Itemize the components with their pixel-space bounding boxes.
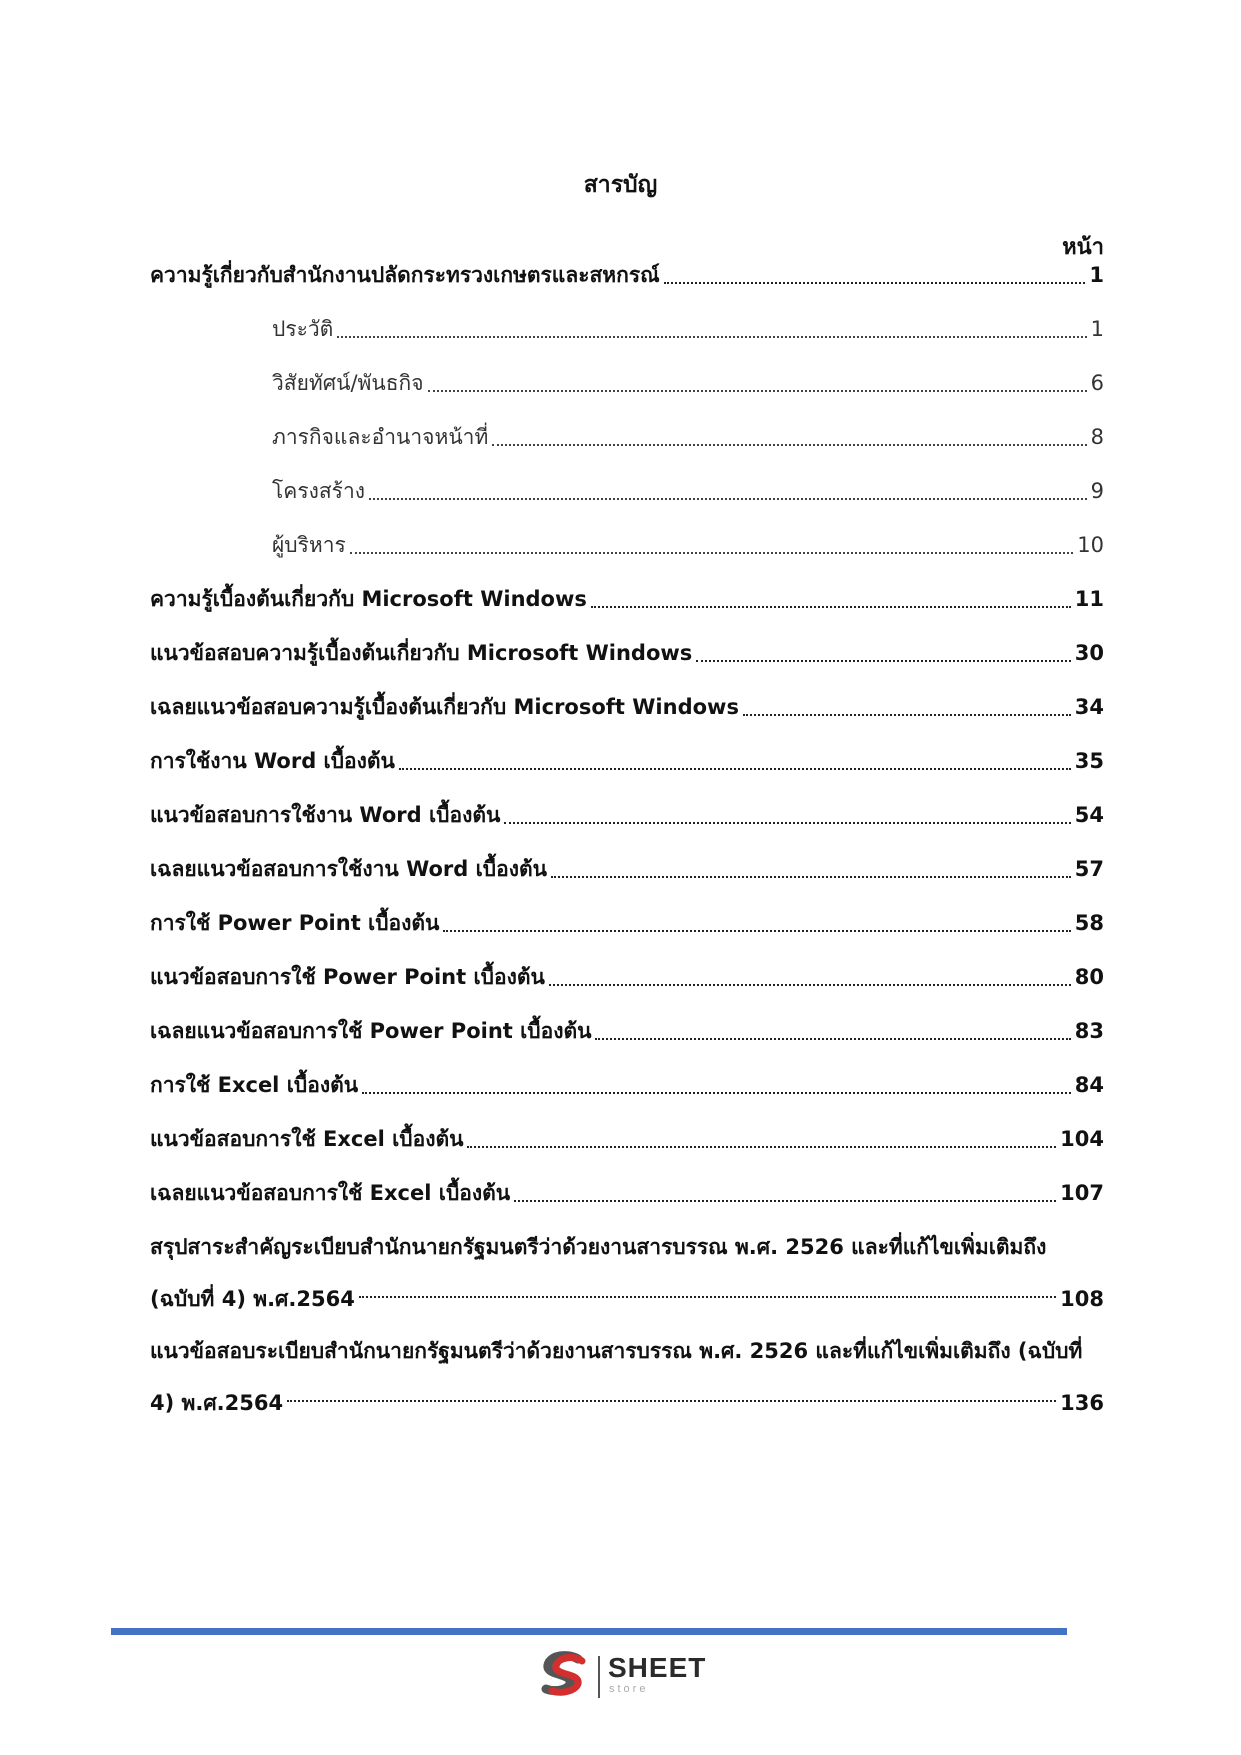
toc-page-number: 84 <box>1074 1073 1104 1097</box>
toc-entry[interactable] <box>150 258 1104 292</box>
toc-entry-text: แนวข้อสอบการใช้ Excel เบื้องต้น <box>150 1127 464 1151</box>
toc-entry-text: ภารกิจและอำนาจหน้าที่ <box>272 425 489 449</box>
dot-leader <box>350 552 1073 554</box>
toc-entry-text: การใช้ Power Point เบื้องต้น <box>150 911 440 935</box>
toc-entry-text: ผู้บริหาร <box>272 533 346 557</box>
toc-entry-text: โครงสร้าง <box>272 479 366 503</box>
dot-leader <box>595 1038 1070 1040</box>
toc-entry[interactable] <box>272 528 1104 562</box>
toc-entry[interactable] <box>150 582 1104 616</box>
toc-entry-text: ความรู้เบื้องต้นเกี่ยวกับ Microsoft Windows <box>150 587 587 611</box>
dot-leader <box>428 390 1087 392</box>
toc-entry[interactable] <box>150 1014 1104 1048</box>
dot-leader <box>504 822 1070 824</box>
toc-entry-text: แนวข้อสอบระเบียบสำนักนายกรัฐมนตรีว่าด้วยงานสารบรรณ พ.ศ. 2526 และที่แก้ไขเพิ่มเติมถึง (ฉบับที่ <box>150 1339 1083 1363</box>
toc-entry[interactable] <box>272 312 1104 346</box>
toc-entry[interactable] <box>150 636 1104 670</box>
logo-subtext: store <box>609 1683 649 1695</box>
toc-page-number: 6 <box>1090 371 1104 395</box>
toc-page-number: 11 <box>1074 587 1104 611</box>
toc-entry-text: เฉลยแนวข้อสอบความรู้เบื้องต้นเกี่ยวกับ Microsoft Windows <box>150 695 739 719</box>
page-title: สารบัญ <box>583 172 658 198</box>
dot-leader <box>492 444 1086 446</box>
logo-text: SHEET <box>608 1652 707 1683</box>
dot-leader <box>467 1146 1056 1148</box>
dot-leader <box>359 1296 1056 1298</box>
dot-leader <box>399 768 1071 770</box>
toc-entry-text: วิสัยทัศน์/พันธกิจ <box>272 371 424 395</box>
dot-leader <box>514 1200 1056 1202</box>
toc-entry[interactable] <box>150 1176 1104 1210</box>
toc-entry-text: แนวข้อสอบการใช้ Power Point เบื้องต้น <box>150 965 545 989</box>
toc-entry[interactable] <box>150 690 1104 724</box>
sheet-store-logo-icon <box>538 1651 598 1699</box>
toc-page-number: 1 <box>1089 263 1104 287</box>
logo-divider <box>598 1656 600 1698</box>
toc-page-number: 34 <box>1074 695 1104 719</box>
toc-page-number: 35 <box>1074 749 1104 773</box>
dot-leader <box>287 1400 1056 1402</box>
toc-page-number: 108 <box>1060 1287 1104 1311</box>
toc-page-number: 80 <box>1074 965 1104 989</box>
dot-leader <box>696 660 1070 662</box>
toc-entry-text: ประวัติ <box>272 317 334 341</box>
toc-entry[interactable] <box>150 960 1104 994</box>
toc-entry-text-continued: 4) พ.ศ.2564 <box>150 1391 284 1415</box>
toc-page-number: 83 <box>1074 1019 1104 1043</box>
toc-page-number: 9 <box>1090 479 1104 503</box>
toc-page-number: 57 <box>1074 857 1104 881</box>
dot-leader <box>549 984 1071 986</box>
toc-entry-text: แนวข้อสอบความรู้เบื้องต้นเกี่ยวกับ Microsoft Windows <box>150 641 693 665</box>
toc-entry-text-continued: (ฉบับที่ 4) พ.ศ.2564 <box>150 1287 355 1311</box>
toc-entry[interactable] <box>150 852 1104 886</box>
toc-entry-text: เฉลยแนวข้อสอบการใช้ Excel เบื้องต้น <box>150 1181 511 1205</box>
toc-entry-text: การใช้งาน Word เบื้องต้น <box>150 749 395 773</box>
toc-entry-text: เฉลยแนวข้อสอบการใช้ Power Point เบื้องต้น <box>150 1019 592 1043</box>
toc-page-number: 1 <box>1090 317 1104 341</box>
dot-leader <box>664 282 1086 284</box>
toc-entry[interactable] <box>150 1068 1104 1102</box>
toc-page-number: 54 <box>1074 803 1104 827</box>
toc-entry[interactable] <box>150 906 1104 940</box>
toc-entry[interactable] <box>272 366 1104 400</box>
toc-entry-text: การใช้ Excel เบื้องต้น <box>150 1073 359 1097</box>
toc-entry[interactable] <box>150 1122 1104 1156</box>
toc-page-number: 8 <box>1090 425 1104 449</box>
toc-page-number: 58 <box>1074 911 1104 935</box>
dot-leader <box>369 498 1087 500</box>
dot-leader <box>551 876 1071 878</box>
toc-entry[interactable] <box>272 474 1104 508</box>
dot-leader <box>743 714 1071 716</box>
dot-leader <box>443 930 1070 932</box>
toc-entry-multiline[interactable] <box>150 1334 1104 1420</box>
footer-divider-bar <box>111 1628 1067 1635</box>
dot-leader <box>362 1092 1071 1094</box>
toc-page-number: 30 <box>1074 641 1104 665</box>
dot-leader <box>337 336 1086 338</box>
toc-page-number: 107 <box>1060 1181 1104 1205</box>
toc-page-number: 136 <box>1060 1391 1104 1415</box>
toc-page-number: 10 <box>1077 533 1104 557</box>
toc-entry-text: เฉลยแนวข้อสอบการใช้งาน Word เบื้องต้น <box>150 857 547 881</box>
toc-entry-multiline[interactable] <box>150 1230 1104 1316</box>
toc-entry-text: ความรู้เกี่ยวกับสำนักงานปลัดกระทรวงเกษตรและสหกรณ์ <box>150 263 660 287</box>
toc-entry[interactable] <box>272 420 1104 454</box>
toc-entry-text: สรุปสาระสำคัญระเบียบสำนักนายกรัฐมนตรีว่าด้วยงานสารบรรณ พ.ศ. 2526 และที่แก้ไขเพิ่มเติมถึง <box>150 1235 1047 1259</box>
toc-entry[interactable] <box>150 744 1104 778</box>
toc-entry[interactable] <box>150 798 1104 832</box>
toc-page-number: 104 <box>1060 1127 1104 1151</box>
toc-entry-text: แนวข้อสอบการใช้งาน Word เบื้องต้น <box>150 803 501 827</box>
dot-leader <box>591 606 1071 608</box>
page-column-header: หน้า <box>1062 235 1104 260</box>
